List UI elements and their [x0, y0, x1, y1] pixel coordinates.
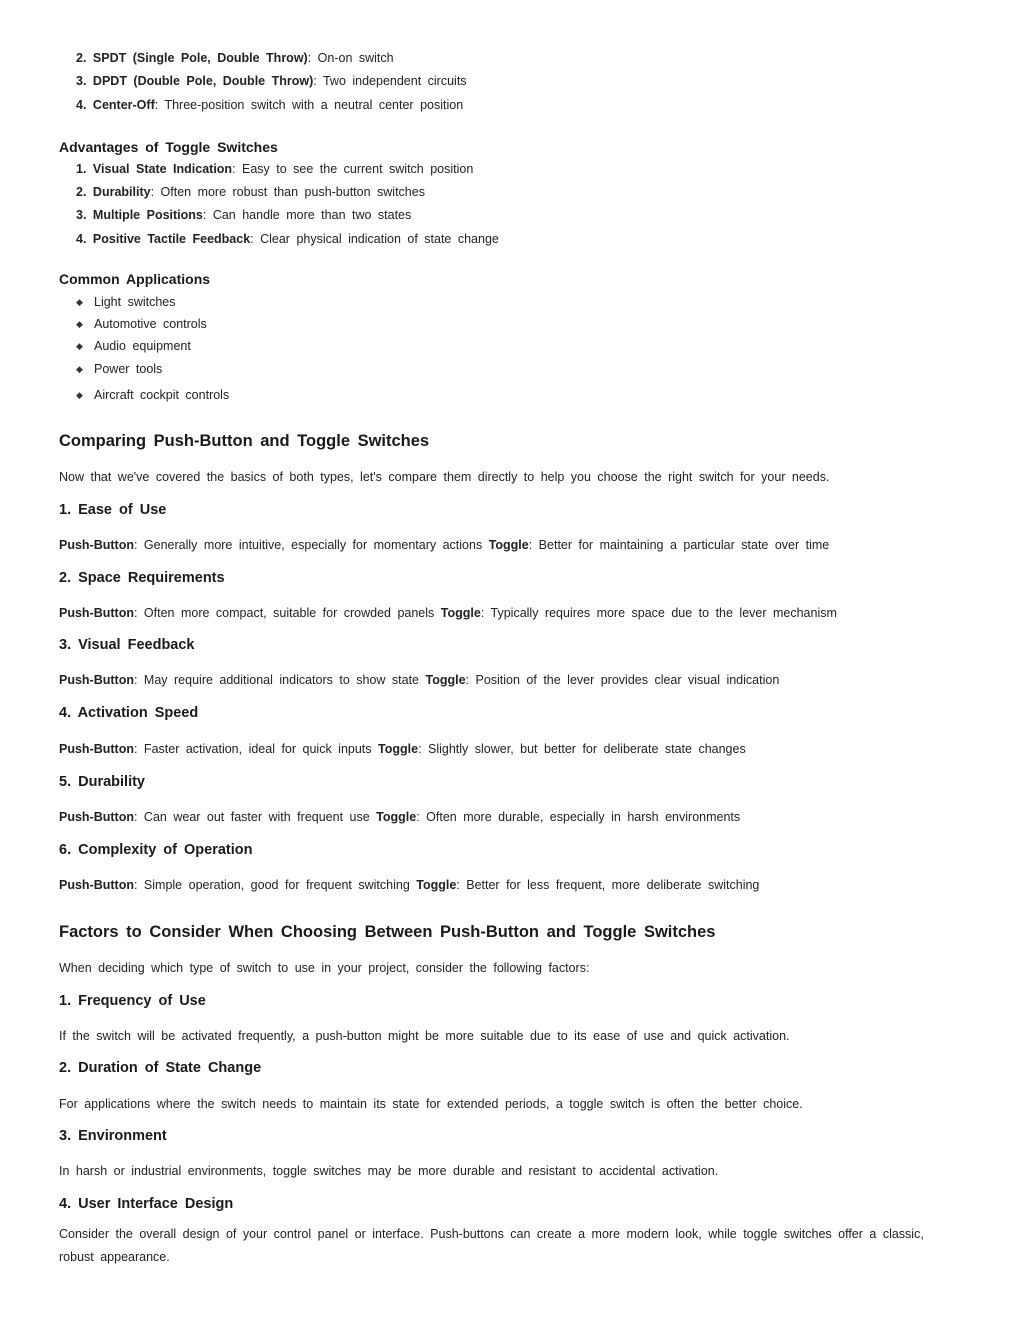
factors-intro: When deciding which type of switch to use in your project, consider the following factors:	[59, 961, 590, 975]
bullet-icon: ◆	[76, 341, 83, 351]
list-desc: : Can handle more than two states	[202, 208, 412, 222]
factor-text: If the switch will be activated frequently, a push-button might be more suitable due to its ease of use and quick activation.	[59, 1029, 790, 1043]
push-button-label: Push-Button	[59, 742, 134, 756]
list-desc: : Often more robust than push-button switches	[150, 185, 425, 199]
comparing-heading: Comparing Push-Button and Toggle Switches	[59, 432, 430, 450]
list-text: Audio equipment	[94, 339, 191, 353]
push-button-label: Push-Button	[59, 878, 134, 892]
list-item	[76, 316, 207, 332]
factor-text: In harsh or industrial environments, toggle switches may be more durable and resistant to accidental activation.	[59, 1164, 719, 1178]
push-button-text: : Generally more intuitive, especially for momentary actions	[133, 538, 489, 552]
list-item	[76, 294, 176, 310]
factors-heading: Factors to Consider When Choosing Between Push-Button and Toggle Switches	[59, 923, 716, 941]
bullet-icon: ◆	[76, 297, 83, 307]
comparing-intro: Now that we've covered the basics of both types, let's compare them directly to help you choose the right switch for your needs.	[59, 470, 830, 484]
push-button-label: Push-Button	[59, 538, 134, 552]
subsection-title: 4. User Interface Design	[59, 1196, 234, 1212]
push-button-text: : Often more compact, suitable for crowded panels	[133, 606, 441, 620]
list-number: 3.	[76, 74, 87, 88]
list-number: 3.	[76, 208, 87, 222]
comparison-line	[59, 877, 759, 893]
subsection-title: 2. Space Requirements	[59, 570, 225, 586]
toggle-label: Toggle	[376, 810, 417, 824]
list-text: Aircraft cockpit controls	[94, 388, 230, 402]
list-number: 1.	[76, 162, 87, 176]
toggle-text: : Typically requires more space due to the lever mechanism	[480, 606, 837, 620]
toggle-text: : Better for less frequent, more deliberate switching	[456, 878, 760, 892]
toggle-label: Toggle	[416, 878, 457, 892]
comparison-line	[59, 605, 837, 621]
applications-heading: Common Applications	[59, 271, 211, 287]
list-text: Power tools	[94, 362, 163, 376]
list-term: SPDT (Single Pole, Double Throw)	[92, 51, 308, 65]
subsection-title: 3. Environment	[59, 1128, 167, 1144]
comparison-line	[59, 537, 829, 553]
list-number: 2.	[76, 185, 87, 199]
subsection-title: 3. Visual Feedback	[59, 637, 195, 653]
bullet-icon: ◆	[76, 319, 83, 329]
comparison-line	[59, 809, 740, 825]
subsection-title: 6. Complexity of Operation	[59, 842, 253, 858]
list-number: 4.	[76, 232, 87, 246]
comparison-line	[59, 672, 779, 688]
list-desc: : Two independent circuits	[313, 74, 467, 88]
comparison-line	[59, 741, 746, 757]
push-button-text: : Can wear out faster with frequent use	[133, 810, 377, 824]
list-desc: : Easy to see the current switch position	[232, 162, 474, 176]
factor-text: For applications where the switch needs to maintain its state for extended periods, a toggle switch is often the better choice.	[59, 1097, 803, 1111]
list-term: DPDT (Double Pole, Double Throw)	[92, 74, 314, 88]
list-desc: : Clear physical indication of state change	[250, 232, 499, 246]
toggle-label: Toggle	[440, 606, 481, 620]
list-term: Center-Off	[92, 98, 155, 112]
bullet-icon: ◆	[76, 390, 83, 400]
toggle-label: Toggle	[425, 673, 466, 687]
list-term: Positive Tactile Feedback	[92, 232, 251, 246]
toggle-text: : Often more durable, especially in harsh environments	[416, 810, 741, 824]
list-item	[76, 231, 499, 247]
list-item	[76, 338, 191, 354]
subsection-title: 1. Ease of Use	[59, 502, 167, 518]
list-term: Multiple Positions	[92, 208, 203, 222]
list-term: Durability	[92, 185, 151, 199]
push-button-label: Push-Button	[59, 673, 134, 687]
toggle-text: : Position of the lever provides clear visual indication	[465, 673, 780, 687]
list-item	[76, 73, 467, 89]
bullet-icon: ◆	[76, 364, 83, 374]
list-item	[76, 207, 411, 223]
toggle-label: Toggle	[378, 742, 419, 756]
subsection-title: 2. Duration of State Change	[59, 1060, 262, 1076]
list-item	[76, 361, 162, 377]
list-text: Light switches	[94, 295, 176, 309]
list-item	[76, 387, 229, 403]
push-button-text: : Simple operation, good for frequent switching	[133, 878, 417, 892]
list-term: Visual State Indication	[92, 162, 233, 176]
push-button-label: Push-Button	[59, 810, 134, 824]
push-button-text: : Faster activation, ideal for quick inputs	[133, 742, 379, 756]
list-desc: : Three-position switch with a neutral center position	[154, 98, 464, 112]
list-number: 4.	[76, 98, 87, 112]
list-desc: : On-on switch	[307, 51, 394, 65]
subsection-title: 5. Durability	[59, 774, 145, 790]
list-item	[76, 50, 394, 66]
toggle-text: : Slightly slower, but better for deliberate state changes	[418, 742, 746, 756]
factor-text: Consider the overall design of your control panel or interface. Push-buttons can create a more modern look, while toggle switches offer a classic, robust appearance.	[59, 1227, 924, 1264]
advantages-heading: Advantages of Toggle Switches	[59, 139, 278, 155]
list-item	[76, 184, 425, 200]
toggle-label: Toggle	[488, 538, 529, 552]
subsection-title: 4. Activation Speed	[59, 705, 199, 721]
push-button-text: : May require additional indicators to show state	[133, 673, 426, 687]
subsection-title: 1. Frequency of Use	[59, 993, 206, 1009]
list-number: 2.	[76, 51, 87, 65]
push-button-label: Push-Button	[59, 606, 134, 620]
list-item	[76, 97, 463, 113]
toggle-text: : Better for maintaining a particular state over time	[528, 538, 830, 552]
list-item	[76, 161, 473, 177]
list-text: Automotive controls	[94, 317, 207, 331]
